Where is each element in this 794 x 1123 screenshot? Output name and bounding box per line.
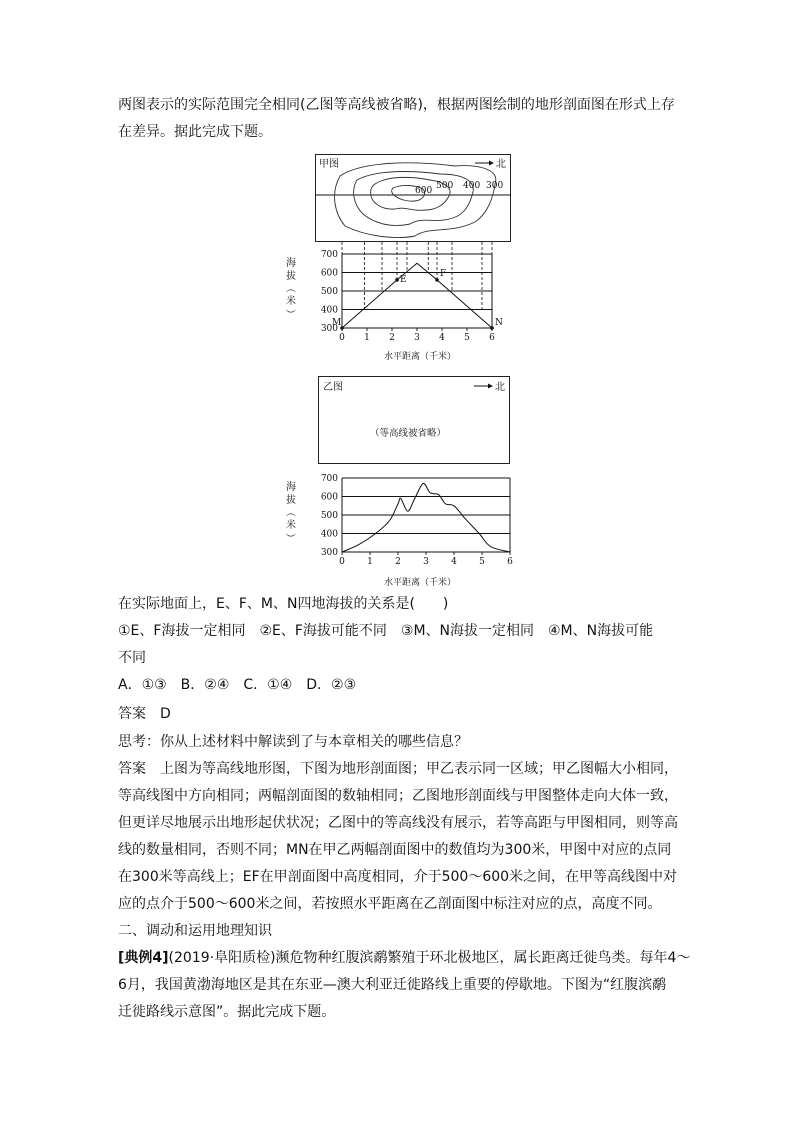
chart-jia-x-tick-label: 1 <box>364 333 370 343</box>
chart-yi-series-line <box>342 483 510 552</box>
example-line-2: 6月，我国黄渤海地区是其在东亚—澳大利亚迁徙路线上重要的停歇地。下图为“红腹滨鹬 <box>118 977 667 993</box>
chart-yi-x-tick-label: 3 <box>423 557 429 567</box>
chart-yi-y-tick-label: 300 <box>320 548 338 558</box>
chart-yi-x-tick-label: 6 <box>507 557 513 567</box>
chart-yi-x-tick-label: 1 <box>367 557 373 567</box>
chart-yi-ylabel-2: （ <box>284 507 295 517</box>
chart-yi-x-tick-label: 2 <box>395 557 401 567</box>
chart-yi-y-tick-label: 600 <box>320 492 338 503</box>
chart-jia-xlabel: 水平距离（千米） <box>384 352 457 362</box>
chart-jia-y-tick-label: 600 <box>320 268 338 279</box>
chart-jia-x-tick-label: 2 <box>389 333 395 343</box>
think-prompt: 思考：你从上述材料中解读到了与本章相关的哪些信息？ <box>118 734 468 750</box>
chart-jia-ylabel-2: （ <box>284 283 295 293</box>
chart-jia-point-label-M: M <box>332 318 342 328</box>
figure-yi-map-label: 乙图 <box>323 382 343 393</box>
chart-jia-point-F <box>435 278 439 282</box>
question-options-line-2: 不同 <box>118 650 146 666</box>
chart-jia-y-tick-label: 700 <box>320 250 338 260</box>
chart-jia-x-tick-label: 6 <box>489 333 495 343</box>
think-answer-line-2: 等高线图中方向相同；两幅剖面图的数轴相同；乙图地形剖面线与甲图整体走向大体一致， <box>118 788 678 804</box>
contour-label-600: 600 <box>415 186 433 196</box>
think-answer-line-6: 应的点介于500～600米之间，若按照水平距离在乙剖面图中标注对应的点，高度不同。 <box>118 896 662 912</box>
chart-jia-x-tick-label: 4 <box>439 333 445 343</box>
example-line-1 <box>118 945 691 972</box>
chart-yi-x-tick-label: 5 <box>479 557 485 567</box>
chart-jia-point-label-E: E <box>400 274 407 285</box>
chart-yi-y-tick-label: 700 <box>320 474 338 484</box>
chart-jia-point-E <box>395 278 399 282</box>
contour-label-400: 400 <box>463 181 481 191</box>
chart-yi-ylabel-1: 拔 <box>286 495 296 506</box>
intro-line-1: 两图表示的实际范围完全相同(乙图等高线被省略)，根据两图绘制的地形剖面图在形式上存 <box>118 97 675 113</box>
chart-jia-y-tick-label: 400 <box>320 305 338 316</box>
chart-jia-y-tick-label: 500 <box>320 287 338 297</box>
example-label: [典例4] <box>118 950 169 966</box>
chart-yi-ylabel-0: 海 <box>286 482 296 493</box>
chart-yi-y-tick-label: 500 <box>320 511 338 521</box>
contour-label-300: 300 <box>486 181 504 191</box>
chart-jia-y-tick-label: 300 <box>320 324 338 334</box>
chart-jia-x-tick-label: 0 <box>339 333 345 343</box>
think-answer-line-1: 答案 上图为等高线地形图，下图为地形剖面图；甲乙表示同一区域；甲乙图幅大小相同， <box>118 761 678 777</box>
example-text-1: (2019·阜阳质检)濒危物种红腹滨鹬繁殖于环北极地区，属长距离迁徙鸟类。每年4～ <box>168 950 691 966</box>
example-line-3: 迁徙路线示意图”。据此完成下题。 <box>118 1004 336 1020</box>
chart-yi-xlabel: 水平距离（千米） <box>384 578 457 588</box>
figure-yi-north-label: 北 <box>495 382 505 393</box>
figure-jia-map-label: 甲图 <box>319 159 339 170</box>
think-answer-line-3: 但更详尽地展示出地形起伏状况；乙图中的等高线没有展示，若等高距与甲图相同，则等高 <box>118 815 678 831</box>
question-choices: A．①③ B．②④ C．①④ D．②③ <box>118 677 357 693</box>
question-answer: 答案 D <box>118 706 171 722</box>
question-stem: 在实际地面上，E、F、M、N四地海拔的关系是( ) <box>118 596 449 612</box>
figure-jia-north-label: 北 <box>496 159 506 170</box>
figure-yi-map <box>318 376 510 464</box>
chart-jia-ylabel-4: ） <box>284 309 295 319</box>
intro-line-2: 在差异。据此完成下题。 <box>118 124 272 140</box>
think-answer-line-5: 在300米等高线上；EF在甲剖面图中高度相同，介于500～600米之间，在甲等高线图中对 <box>118 869 678 885</box>
chart-yi-ylabel-3: 米 <box>286 520 296 531</box>
chart-jia-point-label-F: F <box>440 268 447 279</box>
chart-jia-ylabel-3: 米 <box>286 296 296 307</box>
think-answer-line-4: 线的数量相同，否则不同；MN在甲乙两幅剖面图中的数值均为300米，甲图中对应的点同 <box>118 842 672 858</box>
figure-yi-omitted-note: （等高线被省略） <box>370 428 447 439</box>
section-heading: 二、调动和运用地理知识 <box>118 923 272 939</box>
question-options-line-1: ①E、F海拔一定相同 ②E、F海拔可能不同 ③M、N海拔一定相同 ④M、N海拔可能 <box>118 623 654 639</box>
chart-jia-ylabel-0: 海 <box>286 258 296 269</box>
chart-jia-ylabel-1: 拔 <box>286 271 296 282</box>
figure-jia-map <box>315 154 511 242</box>
chart-yi-ylabel-4: ） <box>284 533 295 543</box>
chart-jia-point-label-N: N <box>495 318 503 328</box>
chart-jia-x-tick-label: 5 <box>464 333 470 343</box>
contour-label-500: 500 <box>436 181 454 191</box>
chart-jia-x-tick-label: 3 <box>414 333 420 343</box>
figure-jia-profile-chart <box>280 242 520 362</box>
figure-yi-profile-chart <box>280 466 520 588</box>
chart-yi-x-tick-label: 0 <box>339 557 345 567</box>
chart-yi-x-tick-label: 4 <box>451 557 457 567</box>
chart-yi-y-tick-label: 400 <box>320 529 338 540</box>
